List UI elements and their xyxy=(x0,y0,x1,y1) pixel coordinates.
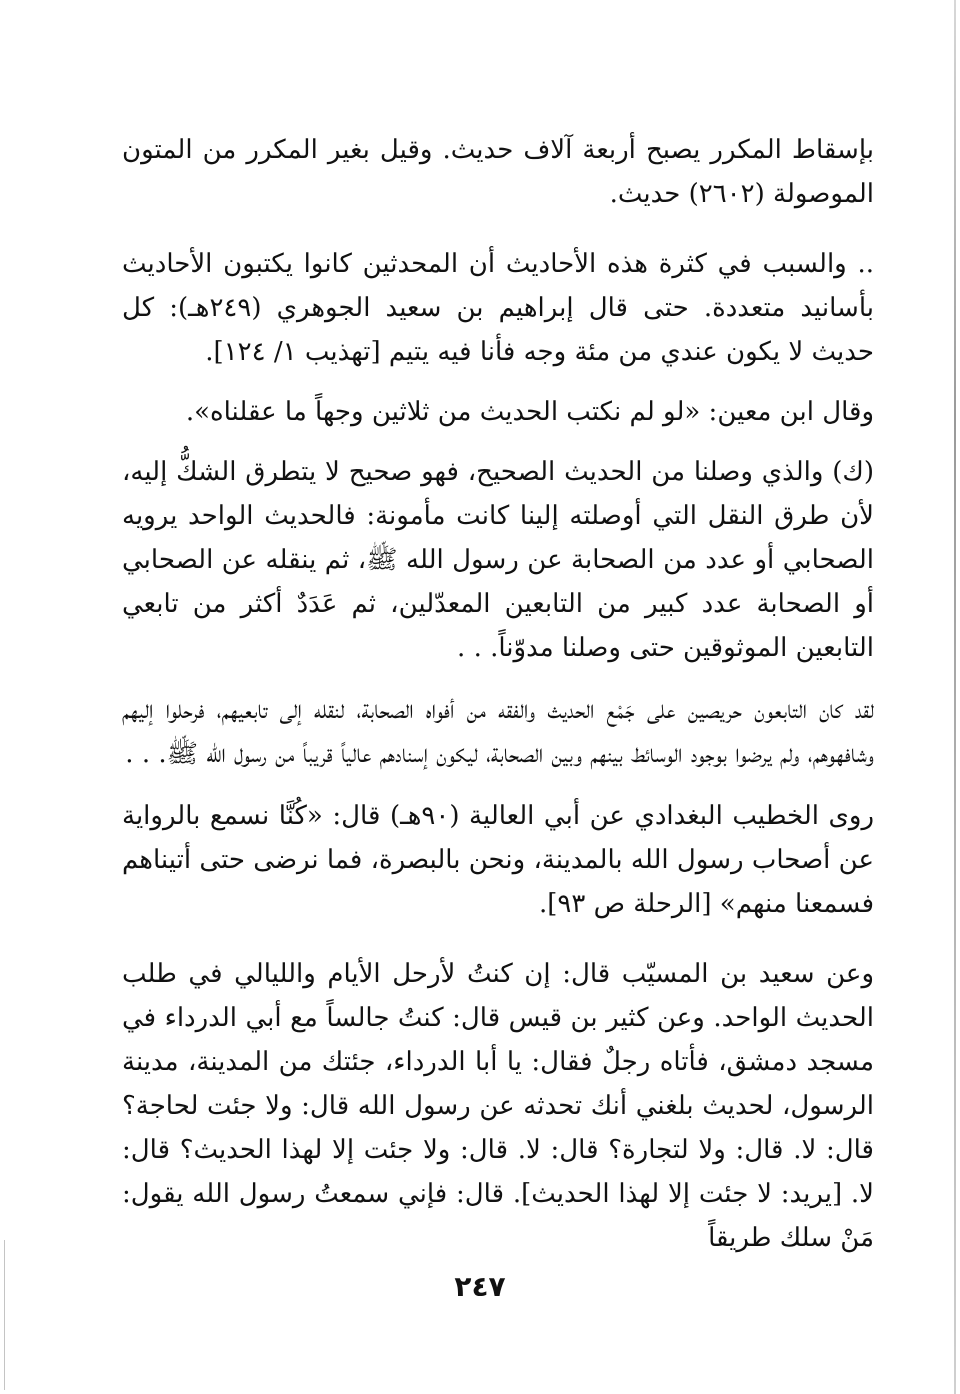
paragraph-1: بإسقاط المكرر يصبح أربعة آلاف حديث. وقيل بغير المكرر من المتون الموصولة (٢٦٠٢) حديث. xyxy=(122,135,874,209)
scan-edge-right xyxy=(954,0,956,1394)
paragraph-6: روى الخطيب البغدادي عن أبي العالية (٩٠هـ) قال: «كُنَّا نسمع بالرواية عن أصحاب رسول الله بالمدينة، ونحن بالبصرة، فما نرضى حتى أتيناهم فسمعنا منهم» [الرحلة ص ٩٣]. xyxy=(122,801,874,919)
paragraph-5: لقد كان التابعون حريصين على جَمْع الحديث والفقه من أفواه الصحابة، لنقله إلى تابعيهم، فرحلوا إليهم وشافهوهم، ولم يرضوا بوجود الوسائط بينهم وبين الصحابة، ليكون إسنادهم عالياً قريباً من رسول الله ﷺ. . . xyxy=(122,695,874,769)
scan-edge-left xyxy=(4,1240,5,1390)
paragraph-4: (ك) والذي وصلنا من الحديث الصحيح، فهو صحيح لا يتطرق الشكُّ إليه، لأن طرق النقل التي أوصلته إلينا كانت مأمونة: فالحديث الواحد يرويه الصحابي أو عدد من الصحابة عن رسول الله ﷺ، ثم ينقله عن الصحابي أو الصحابة عدد كبير من التابعين المعدّلين، ثم عَدَدٌ أكثر من تابعي التابعين الموثوقين حتى وصلنا مدوّناً. . . xyxy=(122,457,874,663)
page-number: ٢٤٧ xyxy=(454,1270,506,1303)
paragraph-2: .. والسبب في كثرة هذه الأحاديث أن المحدثين كانوا يكتبون الأحاديث بأسانيد متعددة. حتى قال إبراهيم بن سعيد الجوهري (٢٤٩هـ): كل حديث لا يكون عندي من مئة وجه فأنا فيه يتيم [تهذيب ١/ ١٢٤]. xyxy=(122,249,874,367)
page-body xyxy=(122,128,874,1260)
paragraph-3: وقال ابن معين: «لو لم نكتب الحديث من ثلاثين وجهاً ما عقلناه». xyxy=(185,397,874,427)
paragraph-7: وعن سعيد بن المسيّب قال: إن كنتُ لأرحل الأيام والليالي في طلب الحديث الواحد. وعن كثير بن قيس قال: كنتُ جالساً مع أبي الدرداء في مسجد دمشق، فأتاه رجلٌ فقال: يا أبا الدرداء، جئتك من المدينة، مدينة الرسول، لحديث بلغني أنك تحدثه عن رسول الله قال: ولا جئت لحاجة؟ قال: لا. قال: ولا لتجارة؟ قال: لا. قال: ولا جئت إلا لهذا الحديث؟ قال: لا. [يريد: لا جئت إلا لهذا الحديث]. قال: فإني سمعتُ رسول الله يقول: مَنْ سلك طريقاً xyxy=(122,959,874,1253)
